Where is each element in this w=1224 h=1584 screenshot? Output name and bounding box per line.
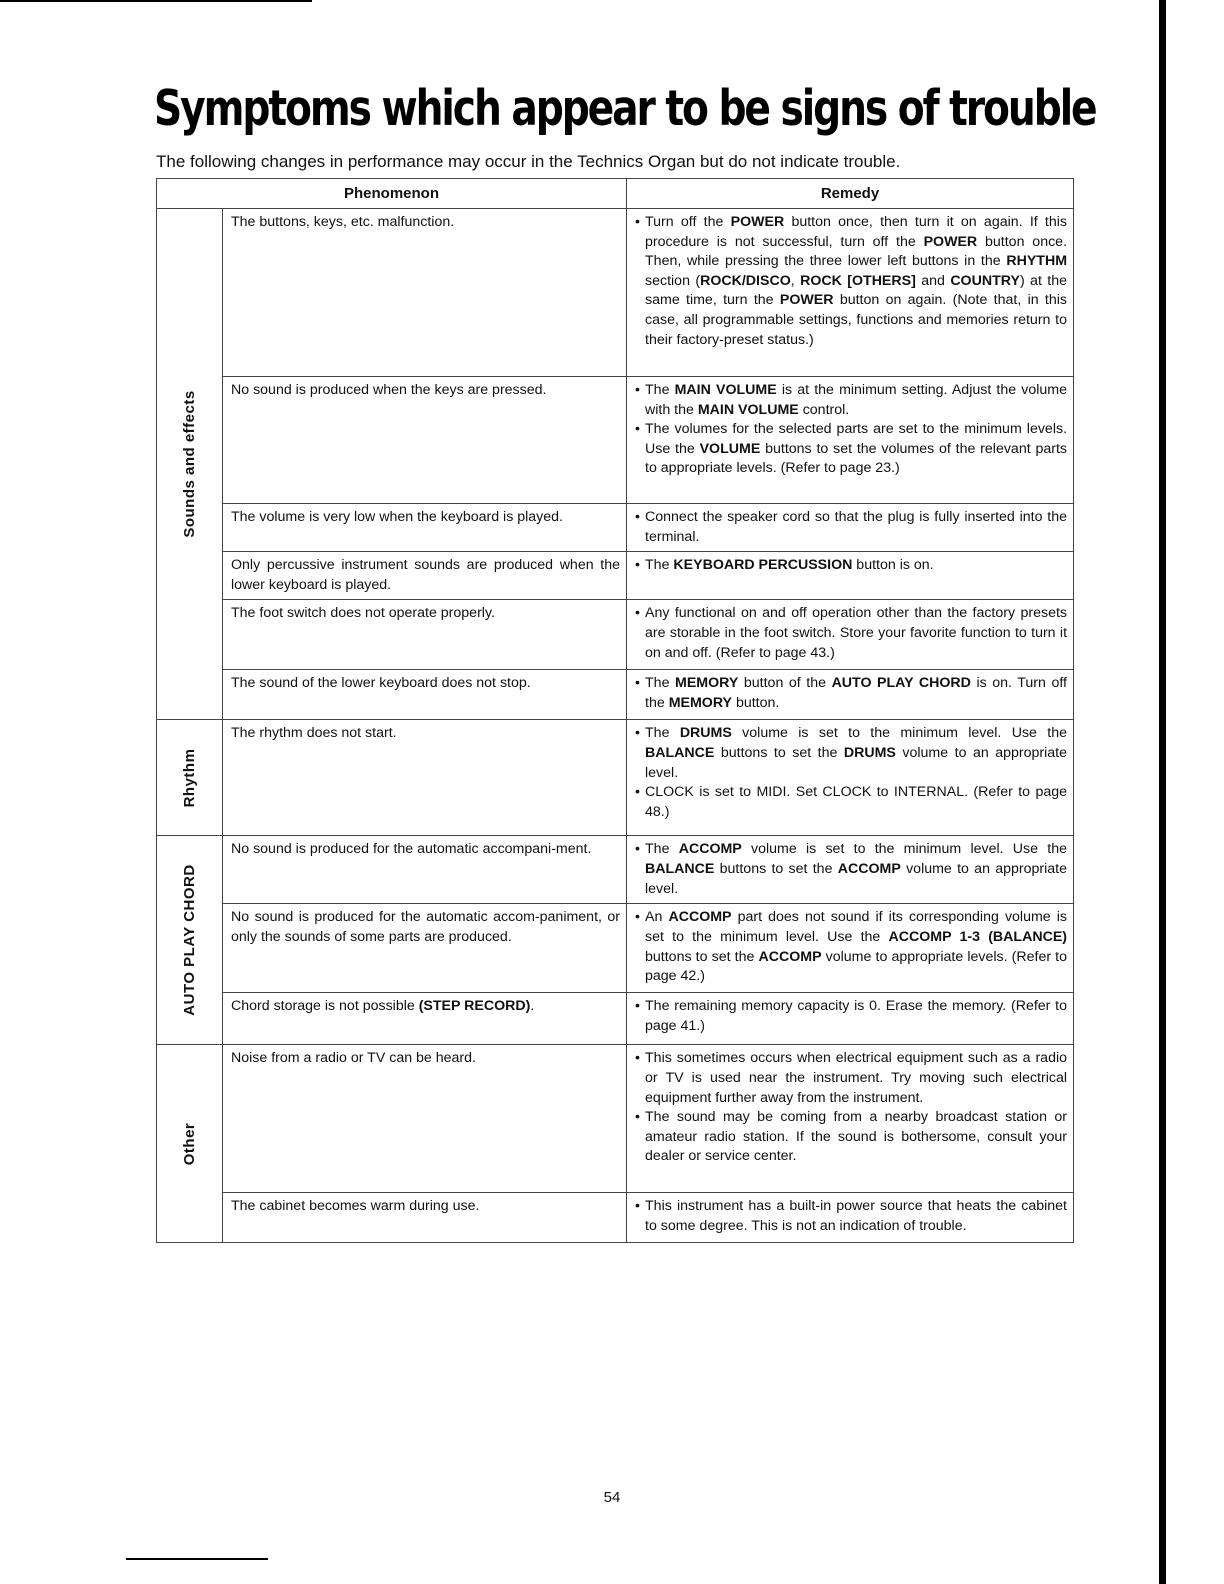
category-label: Rhythm — [180, 748, 198, 808]
table-row — [157, 670, 1074, 720]
remedy-item: • Any functional on and off operation other than the factory presets are storable in the foot switch. Store your favorite function to turn it on and off. (Refer to page 43.) — [635, 604, 1067, 663]
phenomenon-cell: The sound of the lower keyboard does not stop. — [223, 670, 627, 720]
trouble-table — [156, 178, 1074, 1243]
category-label: Sounds and effects — [180, 390, 198, 538]
remedy-item: • CLOCK is set to MIDI. Set CLOCK to INTERNAL. (Refer to page 48.) — [635, 783, 1067, 822]
phenomenon-cell: No sound is produced for the automatic accompani-ment. — [223, 836, 627, 904]
phenomenon-cell: The volume is very low when the keyboard is played. — [223, 504, 627, 552]
category-cell — [157, 720, 223, 836]
remedy-item: • This sometimes occurs when electrical equipment such as a radio or TV is used near the instrument. Try moving such electrical equipment further away from the instrument. — [635, 1049, 1067, 1108]
table-row — [157, 836, 1074, 904]
phenomenon-cell: The rhythm does not start. — [223, 720, 627, 836]
remedy-cell — [627, 993, 1074, 1045]
table-row — [157, 993, 1074, 1045]
remedy-cell — [627, 1045, 1074, 1193]
phenomenon-cell: No sound is produced for the automatic accom-paniment, or only the sounds of some parts are produced. — [223, 904, 627, 993]
remedy-item: • The DRUMS volume is set to the minimum level. Use the BALANCE buttons to set the DRUMS volume to an appropriate level. — [635, 724, 1067, 783]
remedy-cell — [627, 209, 1074, 377]
table-row — [157, 1045, 1074, 1193]
remedy-cell — [627, 1193, 1074, 1243]
remedy-item: • Turn off the POWER button once, then turn it on again. If this procedure is not successful, turn off the POWER button once. Then, while pressing the three lower left buttons in the RHYTHM section (ROCK/DISCO, ROCK [OTHERS] and COUNTRY) at the same time, turn the POWER button on again. (Note that, in this case, all programmable settings, functions and memories return to their factory-preset status.) — [635, 213, 1067, 350]
phenomenon-cell: Chord storage is not possible (STEP RECORD). — [223, 993, 627, 1045]
remedy-item: • An ACCOMP part does not sound if its corresponding volume is set to the minimum level. Use the ACCOMP 1-3 (BALANCE) buttons to set the ACCOMP volume to appropriate levels. (Refer to page 42.) — [635, 908, 1067, 986]
remedy-cell — [627, 377, 1074, 504]
table-row — [157, 904, 1074, 993]
remedy-item: • This instrument has a built-in power source that heats the cabinet to some degree. This is not an indication of trouble. — [635, 1197, 1067, 1236]
remedy-cell — [627, 670, 1074, 720]
remedy-cell — [627, 836, 1074, 904]
remedy-item: • The MAIN VOLUME is at the minimum setting. Adjust the volume with the MAIN VOLUME control. — [635, 381, 1067, 420]
page-edge-shadow — [1159, 0, 1166, 1584]
scan-edge-line-bottom — [126, 1558, 268, 1560]
table-row — [157, 1193, 1074, 1243]
category-label: Other — [180, 1122, 198, 1166]
remedy-cell — [627, 504, 1074, 552]
remedy-item: • The remaining memory capacity is 0. Erase the memory. (Refer to page 41.) — [635, 997, 1067, 1036]
phenomenon-cell: No sound is produced when the keys are pressed. — [223, 377, 627, 504]
remedy-cell — [627, 904, 1074, 993]
category-cell — [157, 209, 223, 720]
category-cell — [157, 1045, 223, 1243]
table-row — [157, 504, 1074, 552]
page-title: Symptoms which appear to be signs of trouble — [154, 80, 1096, 137]
category-cell — [157, 836, 223, 1045]
table-row — [157, 209, 1074, 377]
phenomenon-cell: Noise from a radio or TV can be heard. — [223, 1045, 627, 1193]
table-row — [157, 377, 1074, 504]
remedy-item: • The volumes for the selected parts are set to the minimum levels. Use the VOLUME buttons to set the volumes of the relevant parts to appropriate levels. (Refer to page 23.) — [635, 420, 1067, 479]
remedy-item: • The MEMORY button of the AUTO PLAY CHORD is on. Turn off the MEMORY button. — [635, 674, 1067, 713]
intro-text: The following changes in performance may occur in the Technics Organ but do not indicate trouble. — [156, 152, 901, 171]
category-label: AUTO PLAY CHORD — [180, 864, 198, 1017]
phenomenon-cell: Only percussive instrument sounds are produced when the lower keyboard is played. — [223, 552, 627, 600]
header-phenomenon: Phenomenon — [157, 179, 627, 209]
phenomenon-cell: The cabinet becomes warm during use. — [223, 1193, 627, 1243]
remedy-cell — [627, 600, 1074, 670]
phenomenon-cell: The foot switch does not operate properly. — [223, 600, 627, 670]
remedy-item: • The ACCOMP volume is set to the minimum level. Use the BALANCE buttons to set the ACCOMP volume to an appropriate level. — [635, 840, 1067, 899]
table-row — [157, 552, 1074, 600]
phenomenon-cell: The buttons, keys, etc. malfunction. — [223, 209, 627, 377]
table-header-row — [157, 179, 1074, 209]
remedy-cell — [627, 720, 1074, 836]
remedy-cell — [627, 552, 1074, 600]
remedy-item: • Connect the speaker cord so that the plug is fully inserted into the terminal. — [635, 508, 1067, 547]
remedy-item: • The KEYBOARD PERCUSSION button is on. — [635, 556, 1067, 576]
table-row — [157, 720, 1074, 836]
scan-edge-line-top — [0, 0, 312, 2]
header-remedy: Remedy — [627, 179, 1074, 209]
remedy-item: • The sound may be coming from a nearby broadcast station or amateur radio station. If the sound is bothersome, consult your dealer or service center. — [635, 1108, 1067, 1167]
table-row — [157, 600, 1074, 670]
page-number: 54 — [603, 1489, 621, 1506]
